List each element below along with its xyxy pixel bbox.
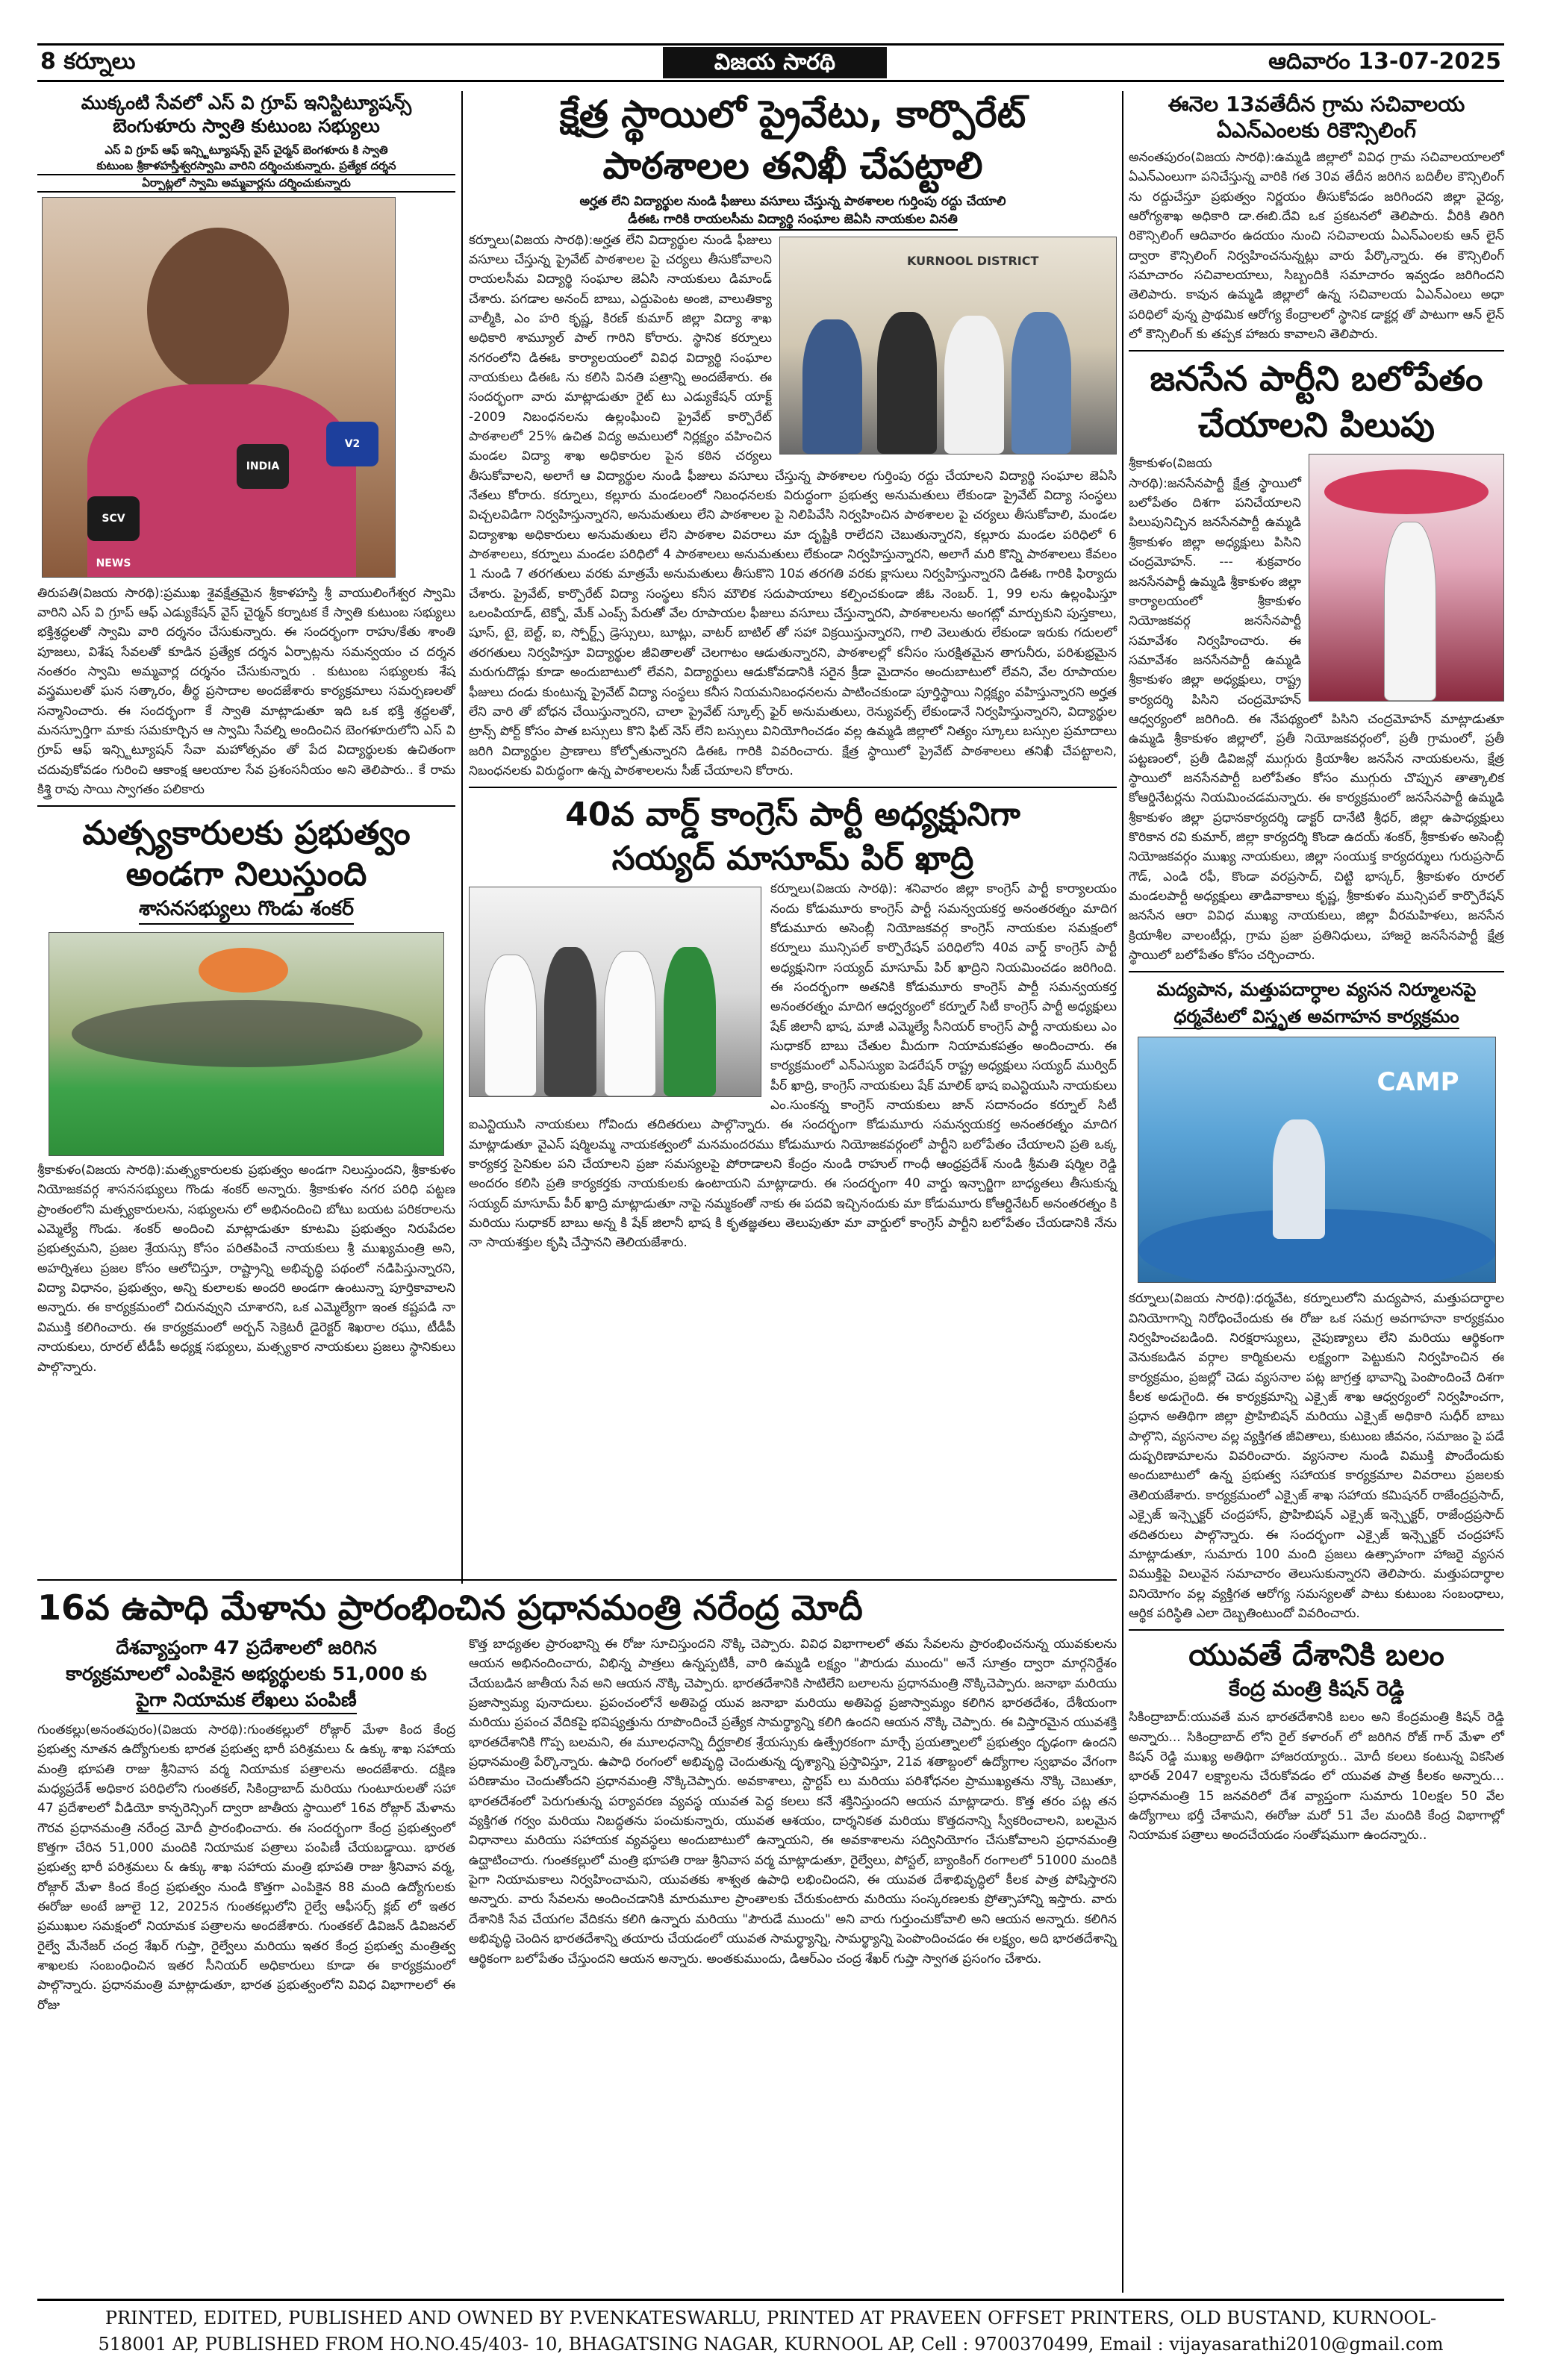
article-youth-strength bbox=[1129, 1637, 1504, 1846]
article-headline: ఈనెల 13వతేదీన గ్రామ సచివాలయ bbox=[1168, 92, 1465, 116]
person-figure bbox=[1384, 522, 1436, 701]
article-headline bbox=[1129, 1005, 1504, 1029]
article-awareness-camp bbox=[1129, 978, 1504, 1623]
article-body: గుంతకల్లు(అనంతపురం)(విజయ సారథి):గుంతకల్లులో రోజ్గార్ మేళా కింద కేంద్ర ప్రభుత్వ నూతన ఉద్యోగులకు భారత ప్రభుత్వ భారీ పరిశ్రమలు & ఉక్కు శాఖ సహాయ మంత్రి భూపతి రాజు శ్రీనివాస వర్మ నియామక పత్రాలను అందజేశారు. దక్షిణ మధ్యప్రదేశ్ అధికార పరిధిలోని గుంతకల్, సికింద్రాబాద్ మరియు గుంటూరులతో సహా 47 ప్రదేశాలలో వీడియో కాన్ఫరెన్సింగ్ ద్వారా జాతీయ స్థాయిలో 16వ రోజ్గార్ మేళాను గౌరవ ప్రధానమంత్రి నరేంద్ర మోదీ ప్రారంభించారు. ఈ సందర్భంగా కేంద్ర ప్రభుత్వంలో కొత్తగా చేరిన 51,000 మందికి నియామక పత్రాలు పంపిణీ చేయబడ్డాయి. భారత ప్రభుత్వ భారీ పరిశ్రమలు & ఉక్కు శాఖ సహాయ మంత్రి భూపతి రాజు శ్రీనివాస వర్మ, రోజ్గార్ మేళా కింద కేంద్ర ప్రభుత్వం నుండి కొత్తగా ఎంపికైన 88 మంది ఉద్యోగులకు ఈరోజు అంటే జూలై 12, 2025న గుంతకల్లులోని రైల్వే ఆఫీసర్స్ క్లబ్ లో ఇతర ప్రముఖుల సమక్షంలో నియామక పత్రాలను అందజేశారు. గుంతకల్ డివిజన్ డివిజనల్ రైల్వే మేనేజర్ చంద్ర శేఖర్ గుప్తా, రైల్వేలు మరియు ఇతర కేంద్ర ప్రభుత్వ మంత్రిత్వ శాఖలకు సంబంధించిన ఇతర సీనియర్ అధికారులు కూడా ఈ కార్యక్రమంలో పాల్గొన్నారు. ప్రధానమంత్రి మాట్లాడుతూ, భారత ప్రభుత్వంలోని వివిధ విభాగాలలో ఈ రోజు bbox=[37, 1722, 455, 2013]
article-photo bbox=[42, 197, 396, 578]
masthead bbox=[37, 43, 1504, 82]
issue-date: ఆదివారం 13-07-2025 bbox=[1268, 49, 1501, 75]
office-sign: KURNOOL DISTRICT bbox=[907, 253, 1039, 268]
article-subheadline: కేంద్ర మంత్రి కిషన్ రెడ్డి bbox=[1228, 1676, 1405, 1702]
article-left-column bbox=[37, 1634, 455, 2015]
article-body: శ్రీకాకుళం(విజయ సారథి):జనసేనపార్టీ క్షేత్ర స్థాయిలో బలోపేతం దిశగా పనిచేయాలని పిలుపునిచ్చిన జనసేనపార్టీ ఉమ్మడి శ్రీకాకుళం జిల్లా అధ్యక్షులు పిసిని చంద్రమోహన్. --- శుక్రవారం జనసేనపార్టీ ఉమ్మడి శ్రీకాకుళం జిల్లా కార్యాలయంలో శ్రీకాకుళం నియోజకవర్గ జనసేనపార్టీ సమావేశం నిర్వహించారు. ఈ సమావేశం జనసేనపార్టీ ఉమ్మడి శ్రీకాకుళం జిల్లా అధ్యక్షులు, రాష్ట్ర కార్యదర్శి పిసిని చంద్రమోహన్ ఆధ్వర్యంలో జరిగింది. ఈ నేపథ్యంలో పిసిని చంద్రమోహన్ మాట్లాడుతూ ఉమ్మడి శ్రీకాకుళం జిల్లాలో, ప్రతీ నియోజకవర్గంలో, ప్రతీ గ్రామంలో, ప్రతీ పట్టణంలో, ప్రతీ డివిజన్లో ముగ్గురు క్రియాశీల జనసేన నాయకులను, క్షేత్ర స్థాయిలో జనసేనపార్టీ బలోపేతం కోసం ముగ్గురు చొప్పున తాత్కాలిక కోఆర్డినేటర్లను నియమించడమన్నారు. ఈ కార్యక్రమంలో జనసేనపార్టీ ఉమ్మడి శ్రీకాకుళం జిల్లా ప్రధానకార్యదర్శి డాక్టర్ దానేటి శ్రీధర్, జిల్లా ఉపాధ్యక్షులు కొరికాన రవి కుమార్, జిల్లా కార్యదర్శి కొండా ఉదయ్ శంకర్, శ్రీకాకుళం అసెంబ్లీ నియోజకవర్గం ముఖ్య నాయకులు, జిల్లా సంయుక్త కార్యదర్శులు గురుప్రసాద్ గౌడ్, ఎండి రఫీ, కొండా వరప్రసాద్, చిట్టి భాస్కర్, శ్రీకాకుళం రూరల్ మండలపార్టీ అధ్యక్షులు తాడివాకాలు కృష్ణ, శ్రీకాకుళం మున్సిపల్ కార్పొరేషన్ జనసేన ఆరా వివిధ ముఖ్య నాయకులు, జిల్లా వీరమహిళలు, జనసేన క్రియాశీల వాలంటీర్లు, గ్రామ ప్రజా ప్రతినిధులు, హాజరై జనసేనపార్టీ క్షేత్ర స్థాయిలో బలోపేతం కోసం చర్చించారు. bbox=[1129, 456, 1504, 963]
article-headline: పాఠశాలల తనిఖీ చేపట్టాలి bbox=[602, 143, 983, 187]
person-figure bbox=[802, 319, 862, 454]
article-photo bbox=[1309, 454, 1504, 702]
person-head bbox=[147, 228, 289, 392]
article-subheadline: అర్హత లేని విద్యార్థుల నుండి ఫీజులు వసూలు చేస్తున్న పాఠశాలల గుర్తింపు రద్దు చేయాలి bbox=[579, 194, 1006, 209]
person-figure bbox=[604, 951, 656, 1096]
page-label: 8 కర్నూలు bbox=[40, 49, 136, 75]
article-janasena bbox=[1129, 357, 1504, 965]
article-body: కర్నూలు(విజయ సారథి):అర్హత లేని విద్యార్థుల నుండి ఫీజులు వసూలు చేస్తున్న ప్రైవేట్ పాఠశాలల పై చర్యలు తీసుకోవాలని రాయలసీమ విద్యార్థి సంఘాల జెఏసి నాయకులు డిమాండ్ చేశారు. పగడాల అనంద్ బాబు, ఎద్దుపెంట అంజి, వాలుతిక్యా వాల్మీకి, ఎం హరి కృష్ణ, కిరణ్ కుమార్ జిల్లా విద్యా శాఖ అధికారి శామ్యూల్ పాల్ గారిని కోరారు. స్థానిక కర్నూలు నగరంలోని డిఈఓ కార్యాలయంలో వివిధ విద్యార్థి సంఘాల నాయకులు డిఈఓ ను కలిసి వినతి పత్రాన్ని అందజేశారు. ఈ సందర్భంగా వారు మాట్లాడుతూ రైట్ టు ఎడ్యుకేషన్ యాక్ట్ -2009 నిబంధనలను ఉల్లంఘించి ప్రైవేట్ కార్పొరేట్ పాఠశాలలో 25% ఉచిత విద్య అమలులో నిర్లక్ష్యం వహించిన మండల విద్యా శాఖ అధికారుల పైన కఠిన చర్యలు తీసుకోవాలని, అలాగే ఆ విద్యార్థుల నుండి ఫీజులు వసూలు చేస్తున్న పాఠశాలల గుర్తింపు రద్దు చేయాలని విద్యార్థి సంఘాల జెఏసి నేతలు కోరారు. కర్నూలు, కల్లూరు మండలంలో నిబంధనలకు విరుద్ధంగా ప్రభుత్వ అనుమతులు లేకుండా ప్రైవేట్ విద్యా సంస్థలు విచ్చలవిడిగా నిర్వహిస్తున్నారని, అనుమతులు లేని పాఠశాలల పై నిలిపివేసి నిర్వహించిన పాఠశాలల పై చర్యలు తీసుకోవాలి, మండల విద్యాశాఖ అధికారులు అనుమతులు లేని పాఠశాల వివరాలు మా దృష్టికి రాలేదని చెబుతున్నారని, కల్లూరు మండల పరిధిలో 6 పాఠశాలలు, కర్నూలు మండల పరిధిలో 4 పాఠశాలలు అనుమతులు లేకుండా నిర్వహిస్తున్నారని, అలాగే మరి కొన్ని పాఠశాలలు కేవలం 1 నుండి 7 తరగతులు వరకు మాత్రమే అనుమతులు తీసుకొని 10వ తరగతి వరకు క్లాసులు నిర్వహిస్తున్నారని డిఈఓ గారికి ఫిర్యాదు చేశారు. ప్రైవేట్, కార్పొరేట్ విద్యా సంస్థలు కనీస మౌలిక సదుపాయాలు కల్పించకుండా జీఓ నెంబర్. 1, 99 లను ఉల్లంఘిస్తూ ఒలంపియాడ్, టెక్నో, మేక్ ఎంప్స్ పేరుతో వేల రూపాయల ఫీజులు వసూలు చేస్తున్నారని, పాఠశాలలను అంగట్లో మార్చుకుని పుస్తకాలు, షూస్, టై, బెల్ట్, ఐ, స్పోర్ట్స్ డ్రెస్సులు, బూట్లు, వాటర్ బాటిల్ తో సహా విక్రయిస్తున్నారని, గాలి వెలుతురు లేకుండా ఇరుకు గదులలో తరగతులు నిర్వహిస్తూ విద్యార్థుల జీవితాలతో చెలగాటం ఆడుతున్నారని, పాఠశాలల్లో కనీసం సురక్షితమైన తాగునీరు, పరిశుభ్రమైన మరుగుదొడ్లు కూడా అందుబాటులో లేవని, విద్యార్థులు ఆడుకోవడానికి సరైన క్రీడా మైదానం అందుబాటులో లేవని, వేల రూపాయల ఫీజులు దండు కుంటున్న ప్రైవేట్ విద్యా సంస్థలు కనీస నియమనిబంధనలను పాటించకుండా పూర్తిస్థాయి నిర్లక్ష్యం వహిస్తున్నారని అర్హత లేని వారి తో బోధన చేయిస్తున్నారని, చాలా ప్రైవేట్ స్కూల్స్ ఫైర్ అనుమతులు, రెన్యువల్స్ లేకుండానే నిర్వహిస్తున్నారని, విద్యార్థుల ట్రాన్స్ పోర్ట్ కోసం పాత బస్సులు కొని ఫిట్ నెస్ లేని బస్సులు వినియోగించడం వల్ల ఉమ్మడి జిల్లాలో నిత్యం స్కూలు బస్సుల ప్రమాదాలు జరిగి విద్యార్థుల ప్రాణాలు కోల్పోతున్నారని డిఈఓ గారికి వివరించారు. క్షేత్ర స్థాయిలో ప్రైవేట్ పాఠశాలలు తనిఖీ చేపట్టాలని, నిబంధనలకు విరుద్ధంగా ఉన్న పాఠశాలలను సీజ్ చేయాలని కోరారు. bbox=[469, 232, 1117, 778]
imprint-footer bbox=[37, 2299, 1504, 2358]
article-body: అనంతపురం(విజయ సారథి):ఉమ్మడి జిల్లాలో వివిధ గ్రామ సచివాలయాలలో ఏఎన్ఎంలుగా పనిచేస్తున్న వారికి గత 30వ తేదీన జరిగిన బదిలీల కౌన్సిలింగ్ ను రద్దుచేస్తూ ప్రభుత్వం నిర్ణయం తీసుకోవడం జరిగిందని జిల్లా వైద్య, ఆరోగ్యశాఖ అధికారి డా.ఈబి.దేవి ఒక ప్రకటనలో తెలిపారు. వీరికి తిరిగి రికౌన్సిలింగ్ ఆదివారం ఉదయం నుంచి సచివాలయ ఏఎన్ఎంలకు ఆన్ లైన్ ద్వారా కౌన్సిలింగ్ నిర్వహించనున్నట్లు వారు పేర్కొన్నారు. ఈ కౌన్సిలింగ్ సమాచారం సచివాలయాలు, సిబ్బందికి సమాచారం ఇవ్వడం జరిగిందని తెలిపారు. కావున ఉమ్మడి జిల్లాలో ఉన్న సచివాలయ ఏఎన్ఎంలు అధా పరిధిలో వున్న ప్రాథమిక ఆరోగ్య కేంద్రాలలో స్థానిక డాక్టర్ల తో పాటుగా ఆన్ లైన్ లో కౌన్సిలింగ్ కు తప్పక హాజరు కావాలని తెలిపారు. bbox=[1129, 150, 1504, 343]
article-body: సికింద్రాబాద్:యువతే మన భారతదేశానికి బలం అని కేంద్రమంత్రి కిషన్ రెడ్డి అన్నారు... సికింద్రాబాద్ లోని రైల్ కళారంగ్ లో జరిగిన రోజ్ గార్ మేళా లో కిషన్ రెడ్డి ముఖ్య అతిథిగా హాజరయ్యారు.. మోదీ కలలు కంటున్న వికసిత భారత్ 2047 లక్ష్యాలను చేరుకోవడం లో యువత పాత్ర కీలకం అన్నారు... ప్రధానమంత్రి 15 జనవరిలో దేశ వ్యాప్తంగా సుమారు 10లక్షల 50 వేల ఉద్యోగాలు భర్తీ చేశామని, ఈరోజు మరో 51 వేల మందికి కేంద్ర విభాగాల్లో నియామక పత్రాలు అందచేయడం సంతోషముగా ఉందన్నారు.. bbox=[1129, 1710, 1504, 1843]
person-figure bbox=[944, 316, 1004, 454]
article-headline: మత్స్యకారులకు ప్రభుత్వం bbox=[82, 814, 411, 853]
article-anm-counselling bbox=[1129, 91, 1504, 344]
person-figure bbox=[1011, 312, 1071, 454]
camp-banner: CAMP bbox=[1377, 1067, 1459, 1098]
article-body: శ్రీకాకుళం(విజయ సారథి):మత్స్యకారులకు ప్రభుత్వం అండగా నిలుస్తుందని, శ్రీకాకుళం నియోజకవర్గ శాసనసభ్యులు గొండు శంకర్ అన్నారు. శ్రీకాకుళం నగర పరిధి పట్టణ ప్రాంతంలోని మత్స్యకారులను, సభ్యులను లో అభినందించి బోటు బయట పరికరాలను ఎమ్మెల్యే గొండు. శంకర్ అందించి మాట్లాడుతూ కూటమి ప్రభుత్వం నిరుపేదల ప్రభుత్వమని, ప్రజల శ్రేయస్సు కోసం పరితపించే నాయకులు శ్రీ ముఖ్యమంత్రి అని, అహర్నిశలు ప్రజల కోసం ఆలోచిస్తూ, రాష్ట్రాన్ని అభివృద్ధి పథంలో నడిపిస్తున్నారని, విద్యా విధానం, ప్రభుత్వం, అన్ని కులాలకు అందరి అండగా ఉంటున్నా పూర్తికావాలని అన్నారు. ఈ కార్యక్రమంలో చిరునవ్వుని చూశారని, ఒక ఎమ్మెల్యేగా ఇంత కష్టపడి నా విముక్తి కలిగించారు. ఈ కార్యక్రమంలో అర్బన్ సెక్రెటరీ డైరెక్టర్ శిఖరాల రఘు, టీడీపీ నాయకులు, రూరల్ టీడీపీ అధ్యక్ష సభ్యులు, మత్స్యకార నాయకులు ప్రజలు స్థానికులు పాల్గొన్నారు. bbox=[37, 1163, 455, 1375]
article-headline: చేయాలని పిలుపు bbox=[1198, 404, 1435, 445]
column-divider bbox=[1122, 91, 1123, 2293]
crowd-shape bbox=[72, 1000, 423, 1067]
subheadline-text: పైగా నియామక లేఖలు పంపిణీ bbox=[136, 1687, 356, 1714]
article-photo bbox=[469, 887, 761, 1097]
person-figure bbox=[877, 312, 937, 454]
paper-name: విజయ సారథి bbox=[663, 47, 887, 78]
banner-shape bbox=[199, 948, 288, 993]
article-body: కర్నూలు(విజయ సారథి):ధర్మవేట, కర్నూలులోని మద్యపాన, మత్తుపదార్ధాల వినియోగాన్ని నిరోధించేందుకు ఈ రోజు ఒక సమగ్ర అవగాహనా కార్యక్రమం నిర్వహించబడింది. నిరక్షరాస్యులు, నైపుణ్యాలు లేని మరియు ఆర్థికంగా వెనుకబడిన వర్గాల కార్మికులను లక్ష్యంగా పెట్టుకుని నిర్వహించిన ఈ కార్యక్రమం, ప్రజల్లో చెడు వ్యసనాల పట్ల జాగ్రత్త భావాన్ని పెంపొందించే దిశగా కీలక అడుగైంది. ఈ కార్యక్రమాన్ని ఎక్సైజ్ శాఖ ఆధ్వర్యంలో నిర్వహించగా, ప్రధాన అతిథిగా జిల్లా ప్రొహిబిషన్ మరియు ఎక్సైజ్ అధికారి సుధీర్ బాబు పాల్గొని, వ్యసనాల వల్ల వ్యక్తిగత జీవితాలు, కుటుంబ జీవనం, సమాజం పై పడే దుష్పరిణామాలను వివరించారు. వ్యసనాల నుండి విముక్తి పొందేందుకు అందుబాటులో ఉన్న ప్రభుత్వ సహాయక కార్యక్రమాల వివరాలు ప్రజలకు తెలియజేశారు. కార్యక్రమంలో ఎక్సైజ్ శాఖ సహాయ కమిషనర్ రాజేంద్రప్రసాద్, ఎక్సైజ్ ఇన్స్పెక్టర్ చంద్రహాస్, ప్రొహిబిషన్ ఎక్సైజ్ ఇన్స్పెక్టర్, రాజేంద్రప్రసాద్ తదితరులు పాల్గొన్నారు. ఈ సందర్భంగా ఎక్సైజ్ ఇన్స్పెక్టర్ చంద్రహాస్ మాట్లాడుతూ, సుమారు 100 మంది ప్రజలు ఉత్సాహంగా హాజరై వ్యసన విముక్తిపై విలువైన సమాచారం తెలుసుకున్నారని తెలిపారు. మత్తుపదార్ధాల వినియోగం వల్ల వ్యక్తిగత ఆరోగ్య సమస్యలతో పాటు కుటుంబ సంబంధాలు, ఆర్థిక పరిస్థితి ఎలా దెబ్బతింటుందో వివరించారు. bbox=[1129, 1291, 1504, 1621]
section-rule bbox=[1129, 350, 1504, 352]
section-rule bbox=[37, 1579, 1117, 1581]
article-headline: క్షేత్ర స్థాయిలో ప్రైవేటు, కార్పొరేట్ bbox=[559, 93, 1026, 136]
article-rozgar-mela bbox=[37, 1573, 1117, 2013]
article-headline: బెంగుళూరు స్వాతి కుటుంబ సభ్యులు bbox=[113, 115, 380, 137]
article-headline: జనసేన పార్టీని బలోపేతం bbox=[1150, 358, 1483, 399]
person-figure bbox=[664, 947, 716, 1096]
article-subheadline bbox=[37, 1687, 455, 1714]
banner-shape bbox=[1324, 469, 1489, 514]
article-photo bbox=[1138, 1037, 1496, 1283]
article-photo bbox=[49, 932, 444, 1156]
article-subheadline: ఏర్పాట్లలో స్వామి అమ్మవార్లను దర్శించుకున్నారు bbox=[37, 175, 455, 193]
article-headline: ఏఎన్ఎంలకు రికౌన్సిలింగ్ bbox=[1217, 118, 1416, 143]
subheadline-text: శాసనసభ్యులు గొండు శంకర్ bbox=[139, 895, 354, 925]
section-rule bbox=[1129, 971, 1504, 972]
article-headline: 16వ ఉపాధి మేళాను ప్రారంభించిన ప్రధానమంత్రి నరేంద్ర మోదీ bbox=[37, 1587, 863, 1628]
subheadline-text: డీఈఓ గారికి రాయలసీమ విద్యార్థి సంఘాల జెఏసి నాయకుల వినతి bbox=[628, 211, 958, 231]
article-congress-ward bbox=[469, 794, 1117, 1253]
article-subheadline: కార్యక్రమాలలో ఎంపికైన అభ్యర్థులకు 51,000 కు bbox=[66, 1663, 427, 1684]
article-fishermen bbox=[37, 813, 455, 1377]
person-figure bbox=[1273, 1119, 1325, 1239]
article-subheadline: దేశవ్యాప్తంగా 47 ప్రదేశాలలో జరిగిన bbox=[116, 1637, 377, 1658]
headline-text: ధర్మవేటలో విస్తృత అవగాహన కార్యక్రమం bbox=[1173, 1005, 1459, 1029]
article-headline: ముక్కంటి సేవలో ఎస్ వి గ్రూప్ ఇనిస్టిట్యూషన్స్ bbox=[81, 92, 412, 113]
news-mic: INDIA bbox=[237, 444, 289, 489]
article-body: కర్నూలు(విజయ సారథి): శనివారం జిల్లా కాంగ్రెస్ పార్టీ కార్యాలయం నందు కోడుమూరు కాంగ్రెస్ పార్టీ సమన్వయకర్త అనంతరత్నం మాదిగ కోడుమూరు అసెంబ్లీ నియోజకవర్గ కాంగ్రెస్ నాయకుల సమక్షంలో కర్నూలు మున్సిపల్ కార్పొరేషన్ పరిధిలోని 40వ వార్డ్ కాంగ్రెస్ పార్టీ అధ్యక్షునిగా సయ్యద్ మాసూమ్ పిర్ ఖాద్రిని నియమించడం జరిగింది. ఈ సందర్భంగా అతనికి కోడుమూరు కాంగ్రెస్ పార్టీ సమన్వయకర్త అనంతరత్నం మాదిగ ఆధ్వర్యంలో కర్నూల్ సిటీ కాంగ్రెస్ పార్టీ అధ్యక్షులు షేక్ జిలానీ భాష, మాజీ ఎమ్మెల్యే సీనియర్ కాంగ్రెస్ పార్టీ నాయకులు ఎం సుధాకర్ బాబు చేతుల మీదుగా నియామకపత్రం అందించారు. ఈ కార్యక్రమంలో ఎన్ఎస్యుఐ పెడరేషన్ రాష్ట్ర అధ్యక్షులు సయ్యద్ ముర్విద్ పీర్ ఖాద్రి, కాంగ్రెస్ నాయకులు షేక్ మాలిక్ భాష ఐఎన్టియుసి నాయకులు ఎం.సుంకన్న కాంగ్రెస్ నాయకులు జాన్ సదానందం కర్నూల్ సిటీ ఐఎన్టియుసి నాయకులు గోవిందు తదితరులు పాల్గొన్నారు. ఈ సందర్భంగా కోడుమూరు సమన్వయకర్త అనంతరత్నం మాదిగ మాట్లాడుతూ వైఎస్ షర్మిలమ్మ నాయకత్వంలో మనమందరము కోడుమూరు నియోజకవర్గంలో పార్టీని బలోపేతం చేయాలని ప్రతి ఒక్క కార్యకర్త సైనికుల పని చేయాలని ప్రజా సమస్యలపై పోరాడాలని కేంద్రం నుండి రాహుల్ గాంధీ ఆంధ్రప్రదేశ్ నుండి శ్రీమతి షర్మిల రెడ్డి అందరం కలిసి ప్రతి కార్యకర్తకు నాయకులకు ఉంటాయని మాట్లాడారు. ఈ సందర్భంగా 40 వార్డు ఇన్చార్జిగా బాధ్యతలు తీసుకున్న సయ్యద్ మాసూమ్ పీర్ ఖాద్రి మాట్లాడుతూ నాపై నమ్మకంతో నాకు ఈ పదవి ఇచ్చినందుకు మా కోడుమూరు కోఆర్డినేటర్ అనంతరత్నం కి మరియు సుధాకర్ బాబు అన్న కి షేక్ జిలానీ భాష కి కృతజ్ఞతలు తెలుపుతూ మా వార్డులో కాంగ్రెస్ పార్టీని బలోపేతం చేయడానికి నేను నా సాయశక్తుల కృషి చేస్తానని తెలియజేశారు. bbox=[469, 881, 1117, 1251]
article-svgroup bbox=[37, 91, 455, 799]
article-headline: యువతే దేశానికి బలం bbox=[1188, 1638, 1444, 1673]
article-headline: సయ్యద్ మాసూమ్ పిర్ ఖాద్రి bbox=[611, 840, 974, 878]
news-mic: V2 bbox=[326, 422, 378, 466]
article-subheadline bbox=[37, 895, 455, 925]
article-subheadline bbox=[469, 211, 1117, 231]
imprint-line: 518001 AP, PUBLISHED FROM HO.NO.45/403- 10, BHAGATSING NAGAR, KURNOOL AP, Cell : 9700370499, Email : vijayasarathi2010@gmail.com bbox=[98, 2333, 1444, 2355]
article-private-schools bbox=[469, 91, 1117, 781]
section-rule bbox=[469, 787, 1117, 788]
column-center bbox=[469, 91, 1117, 1253]
newspaper-page bbox=[37, 43, 1504, 2355]
column-left bbox=[37, 91, 455, 1377]
imprint-line: PRINTED, EDITED, PUBLISHED AND OWNED BY P.VENKATESWARLU, PRINTED AT PRAVEEN OFFSET PRINTERS, OLD BUSTAND, KURNOOL- bbox=[105, 2308, 1437, 2329]
article-body: కొత్త బాధ్యతల ప్రారంభాన్ని ఈ రోజు సూచిస్తుందని నొక్కి చెప్పారు. వివిధ విభాగాలలో తమ సేవలను ప్రారంభించనున్న యువకులను ఆయన అభినందించారు, విభిన్న పాత్రలు ఉన్నప్పటికీ, వారి ఉమ్మడి లక్ష్యం "పౌరుడు ముందు" అనే సూత్రం ద్వారా మార్గనిర్దేశం చేయబడిన జాతీయ సేవ అని ఆయన నొక్కి చెప్పారు. భారతదేశానికి సాటిలేని బలాలను ప్రధానమంత్రి నొక్కిచెప్పారు. జనాభా మరియు ప్రజాస్వామ్య పునాదులు. ప్రపంచంలోనే అతిపెద్ద యువ జనాభా మరియు అతిపెద్ద ప్రజాస్వామ్యం కలిగిన భారతదేశం, దేశీయంగా మరియు ప్రపంచ వేదికపై భవిష్యత్తును రూపొందించే ప్రత్యేక సామర్థ్యాన్ని కలిగి ఉందని ఆయన నొక్కి చెప్పారు. ఈ విస్తారమైన యువశక్తి భారతదేశానికి గొప్ప బలమని, ఈ మూలధనాన్ని దీర్ఘకాలిక శ్రేయస్సుకు ఉత్ప్రేరకంగా మార్చే ప్రయత్నాలలో ప్రభుత్వం దృఢంగా ఉందని ప్రధానమంత్రి పేర్కొన్నారు. ఉపాధి రంగంలో అభివృద్ధి చెందుతున్న దృశ్యాన్ని ప్రస్తావిస్తూ, 21వ శతాబ్దంలో ఉద్యోగాల స్వభావం వేగంగా పరిణామం చెందుతోందని ప్రధానమంత్రి నొక్కిచెప్పారు. అవకాశాలు, స్టార్టప్ లు మరియు పరిశోధనల ప్రాముఖ్యతను నొక్కి చెబుతూ, భారతదేశంలో పెరుగుతున్న పర్యావరణ వ్యవస్థ యువత పెద్ద కలలు కనే శక్తినిస్తుందని ఆయన మాట్లాడారు. కొత్త తరం పట్ల తన వ్యక్తిగత గర్వం మరియు నిబద్ధతను పంచుకున్నారు, యువత ఆశయం, దార్శనికత మరియు కొత్తదనాన్ని స్వీకరించాలని, బలమైన విధానాలు మరియు సహాయక వ్యవస్థలు అందుబాటులో ఉన్నాయని, ఈ అవకాశాలను సద్వినియోగం చేసుకోవాలని ప్రధానమంత్రి ఉద్ఘాటించారు. గుంతకల్లులో మంత్రి భూపతి రాజు శ్రీనివాస వర్మ మాట్లాడుతూ, రైల్వేలు, పోస్టల్, బ్యాంకింగ్ రంగాలలో 51000 మందికి పైగా నియామకాలు నిర్వహించామని, యువతకు శాశ్వత ఉపాధి లభించిందని, ఈ యువత దేశాభివృద్ధిలో కీలక పాత్ర పోషిస్తారని అన్నారు. వారు సేవలను అందించడానికి మారుమూల ప్రాంతాలకు చేరుకుంటారు మరియు సంస్కరణలకు ప్రోత్సాహాన్ని ఇస్తారు. వారు దేశానికి సేవ చేయగల వేదికను కలిగి ఉన్నారు మరియు "పౌరుడే ముందు" అని వారు గుర్తుంచుకోవాలి అని ఆయన అన్నారు. కలిగిన అభివృద్ధి చెందిన భారతదేశాన్ని తయారు చేయడంలో యువత సామర్థ్యాన్ని, సామర్థ్యాన్ని పెంపొందించడం ఈ లక్ష్యం, అది భారతదేశాన్ని ఆర్థికంగా బలోపేతం చేస్తుందని ఆయన అన్నారు. అంతకుముందు, డిఆర్ఎం చంద్ర శేఖర్ గుప్తా స్వాగత ప్రసంగం చేశారు. bbox=[469, 1637, 1117, 1967]
article-headline: మద్యపాన, మత్తుపదార్ధాల వ్యసన నిర్మూలనపై bbox=[1156, 979, 1477, 1001]
article-photo bbox=[779, 237, 1117, 455]
news-mic: SCV NEWS bbox=[87, 496, 140, 541]
section-rule bbox=[1129, 1629, 1504, 1631]
column-right bbox=[1129, 91, 1504, 1846]
article-body: తిరుపతి(విజయ సారథి):ప్రముఖ శైవక్షేత్రమైన శ్రీకాళహస్తి శ్రీ వాయులింగేశ్వర స్వామి వారిని ఎస్ వి గ్రూప్ ఆఫ్ ఎడ్యుకేషన్ వైస్ చైర్మన్ కర్నాటక కే స్వాతి కుటుంబ సభ్యులు భక్తిశ్రద్ధలతో స్వామి వారి దర్శనం చేసుకున్నారు. ఈ సందర్భంగా రాహు/కేతు శాంతి పూజలు, విశేష సేవలతో కూడిన ప్రత్యేక దర్శన ఏర్పాట్లను సమన్వయం చ దర్శన నంతరం స్వామి అమ్మవార్ల దర్శనం చేసుకున్నారు . కుటుంబ సభ్యులకు శేష వస్త్రములతో ఘన సత్కారం, తీర్థ ప్రసాదాల అందజేశారు కార్యక్రమాలు సమర్పణలతో సన్మానించారు. ఈ సందర్భంగా కే స్వాతి మాట్లాడుతూ ఇది ఒక భక్తి శ్రద్ధలతో, మనస్పూర్తిగా మాకు సమకూర్చిన ఆ స్వామి సేవల్ని అందించిన బెంగళూరులోని ఎస్ వి గ్రూప్ ఆఫ్ ఇన్స్టిట్యూషన్ సేవా మహోత్సవం తో పేద విద్యార్థులకు ఉచితంగా చదువుకోవడం గురించి ఆకాంక్ష ఆలయాల సేవ ప్రశంసనీయం అని తెలిపారు.. కే రామ కిశ్త్రి రావు సాయి స్వాగతం పలికారు bbox=[37, 585, 455, 797]
person-figure bbox=[484, 955, 537, 1096]
section-rule bbox=[37, 805, 455, 807]
column-divider bbox=[461, 91, 463, 1584]
article-subheadline: ఎస్ వి గ్రూప్ ఆఫ్ ఇన్స్టిట్యూషన్స్ వైస్ చైర్మన్ బెంగళూరు కి స్వాతి bbox=[105, 143, 388, 157]
article-subheadline: కుటుంబ శ్రీకాళహస్తీశ్వరస్వామి వారిని దర్శించుకున్నారు. ప్రత్యేక దర్శన bbox=[37, 158, 455, 175]
article-headline: 40వ వార్డ్ కాంగ్రెస్ పార్టీ అధ్యక్షునిగా bbox=[565, 796, 1020, 834]
person-figure bbox=[544, 947, 596, 1096]
article-headline: అండగా నిలుస్తుంది bbox=[125, 855, 367, 894]
